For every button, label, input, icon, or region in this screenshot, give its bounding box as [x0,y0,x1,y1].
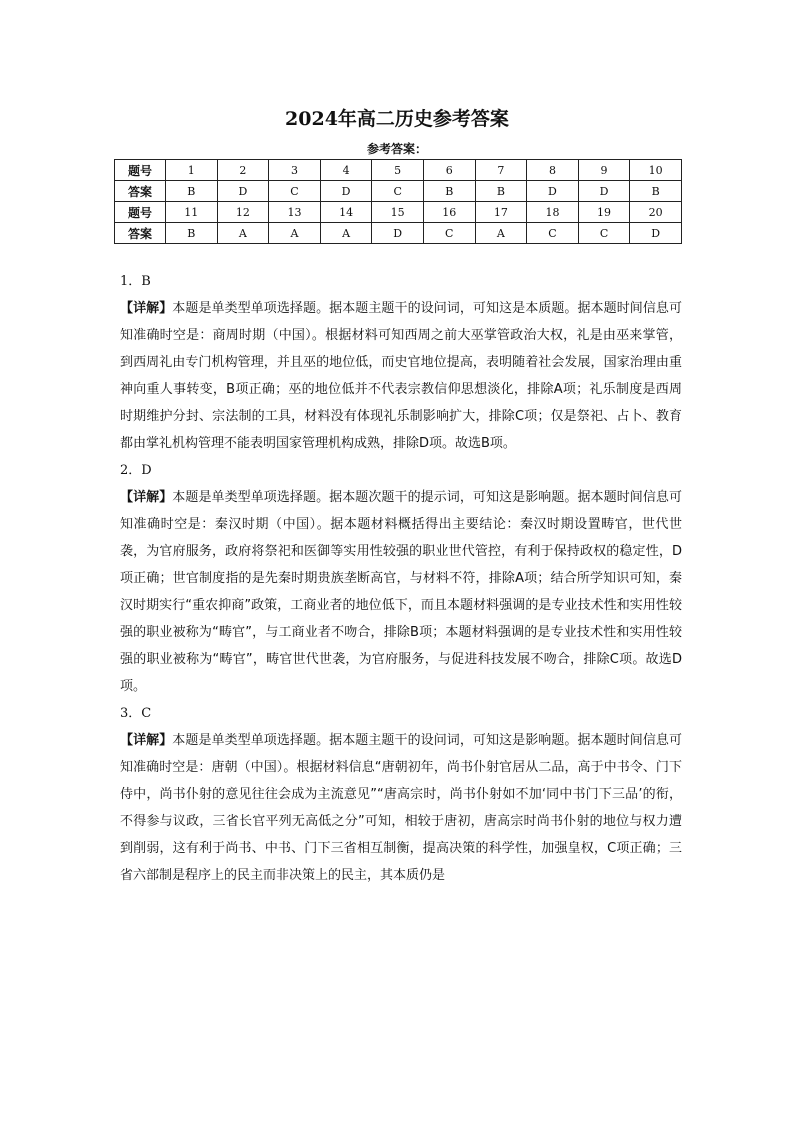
table-cell: D [372,223,424,244]
table-cell: B [166,181,218,202]
table-cell: 17 [475,202,527,223]
table-cell: D [320,181,372,202]
explanation-text: 本题是单类型单项选择题。据本题次题干的提示词，可知这是影响题。据本题时间信息可知准确时空是：秦汉时期（中国）。据本题材料概括得出主要结论：秦汉时期设置畴官，世代世袭，为官府服务，政府将祭祀和医御等实用性较强的职业世代管控，有利于保持政权的稳定性，D项正确；世官制度指的是先秦时期贵族垄断高官，与材料不符，排除A项；结合所学知识可知，秦汉时期实行“重农抑商”政策，工商业者的地位低下，而且本题材料强调的是专业技术性和实用性较强的职业被称为“畴官”，与工商业者不吻合，排除B项；本题材料强调的是专业技术性和实用性较强的职业被称为“畴官”，畴官世代世袭，为官府服务，与促进科技发展不吻合，排除C项。故选D项。 [120,490,682,694]
table-cell: 13 [269,202,321,223]
explanation-tag: 【详解】 [120,301,173,316]
explanation-paragraph [120,484,682,700]
explanation-tag: 【详解】 [120,733,173,748]
table-row [115,202,682,223]
table-cell: C [269,181,321,202]
table-row [115,181,682,202]
table-row [115,223,682,244]
table-cell: 2 [217,160,269,181]
table-cell: A [217,223,269,244]
table-cell: B [166,223,218,244]
table-cell: D [527,181,579,202]
table-cell: 19 [578,202,630,223]
explanations [120,268,682,889]
question-block [120,457,682,700]
table-cell: 8 [527,160,579,181]
table-cell: 15 [372,202,424,223]
table-cell: C [578,223,630,244]
table-cell: C [372,181,424,202]
row-header: 答案 [115,223,166,244]
table-cell: D [630,223,682,244]
page-title: 2024年高二历史参考答案 [285,108,509,130]
explanation-paragraph [120,295,682,457]
table-cell: 12 [217,202,269,223]
table-cell: B [475,181,527,202]
table-cell: 18 [527,202,579,223]
table-cell: 6 [423,160,475,181]
table-cell: 16 [423,202,475,223]
table-cell: 10 [630,160,682,181]
table-cell: 14 [320,202,372,223]
table-cell: 11 [166,202,218,223]
question-block [120,268,682,457]
table-cell: 4 [320,160,372,181]
question-number: 1．B [120,274,151,289]
table-cell: A [269,223,321,244]
table-row [115,160,682,181]
row-header: 题号 [115,160,166,181]
question-number: 2．D [120,463,152,478]
table-cell: A [475,223,527,244]
table-cell: B [630,181,682,202]
explanation-paragraph [120,727,682,889]
explanation-text: 本题是单类型单项选择题。据本题主题干的设问词，可知这是本质题。据本题时间信息可知准确时空是：商周时期（中国）。根据材料可知西周之前大巫掌管政治大权，礼是由巫来掌管，到西周礼由专门机构管理，并且巫的地位低，而史官地位提高，表明随着社会发展，国家治理由重神向重人事转变，B项正确；巫的地位低并不代表宗教信仰思想淡化，排除A项；礼乐制度是西周时期维护分封、宗法制的工具，材料没有体现礼乐制影响扩大，排除C项；仅是祭祀、占卜、教育都由掌礼机构管理不能表明国家管理机构成熟，排除D项。故选B项。 [120,301,682,451]
question-number: 3．C [120,706,152,721]
row-header: 答案 [115,181,166,202]
table-cell: 9 [578,160,630,181]
answer-key-heading: 参考答案： [366,142,427,156]
answer-table [114,159,682,244]
question-block [120,700,682,889]
table-cell: 7 [475,160,527,181]
table-cell: 3 [269,160,321,181]
table-cell: C [527,223,579,244]
table-cell: A [320,223,372,244]
table-cell: B [423,181,475,202]
explanation-tag: 【详解】 [120,490,173,505]
explanation-text: 本题是单类型单项选择题。据本题主题干的设问词，可知这是影响题。据本题时间信息可知准确时空是：唐朝（中国）。根据材料信息“唐朝初年，尚书仆射官居从二品，高于中书令、门下侍中，尚书仆射的意见往往会成为主流意见”“唐高宗时，尚书仆射如不加‘同中书门下三品’的衔，不得参与议政，三省长官平列无高低之分”可知，相较于唐初，唐高宗时尚书仆射的地位与权力遭到削弱，这有利于尚书、中书、门下三省相互制衡，提高决策的科学性，加强皇权，C项正确；三省六部制是程序上的民主而非决策上的民主，其本质仍是 [120,733,682,883]
table-cell: C [423,223,475,244]
table-cell: D [578,181,630,202]
table-cell: 5 [372,160,424,181]
table-cell: 1 [166,160,218,181]
row-header: 题号 [115,202,166,223]
table-cell: D [217,181,269,202]
table-cell: 20 [630,202,682,223]
